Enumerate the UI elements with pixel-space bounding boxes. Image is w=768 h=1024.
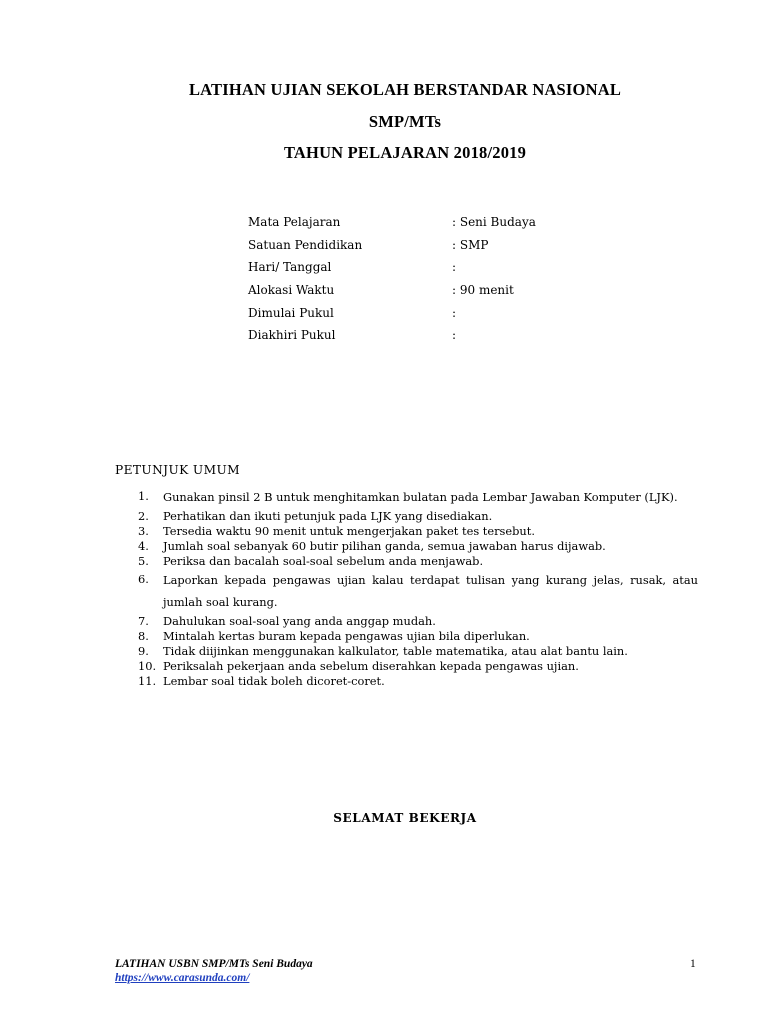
item-text: Tidak diijinkan menggunakan kalkulator, table matematika, atau alat bantu lain. <box>163 643 628 658</box>
item-text: Lembar soal tidak boleh dicoret-coret. <box>163 673 385 688</box>
item-number: 7. <box>138 613 149 628</box>
list-item <box>138 659 698 674</box>
item-number: 1. <box>138 489 149 503</box>
item-text: Tersedia waktu 90 menit untuk mengerjakan paket tes tersebut. <box>163 523 535 538</box>
info-label: Diakhiri Pukul <box>248 328 336 343</box>
list-item <box>138 569 698 614</box>
info-label: Dimulai Pukul <box>248 305 334 320</box>
list-item <box>138 539 698 554</box>
info-value: : SMP <box>452 237 489 252</box>
info-value: : <box>452 305 457 320</box>
page-number: 1 <box>690 958 696 970</box>
info-value: : 90 menit <box>452 283 514 298</box>
item-number: 10. <box>138 658 157 673</box>
info-value: : Seni Budaya <box>452 215 536 229</box>
info-label: Alokasi Waktu <box>248 283 335 298</box>
list-item <box>138 644 698 659</box>
item-text: Jumlah soal sebanyak 60 butir pilihan ganda, semua jawaban harus dijawab. <box>163 538 606 553</box>
info-value: : <box>452 328 457 343</box>
item-number: 5. <box>138 553 149 568</box>
title-line-2: SMP/MTs <box>368 112 442 131</box>
item-number: 8. <box>138 628 149 643</box>
list-item <box>138 524 698 539</box>
item-text: Mintalah kertas buram kepada pengawas ujian bila diperlukan. <box>163 628 530 643</box>
item-number: 2. <box>138 508 149 523</box>
title-line-1: LATIHAN UJIAN SEKOLAH BERSTANDAR NASIONAL <box>188 80 622 99</box>
item-number: 6. <box>138 571 149 586</box>
item-text: Dahulukan soal-soal yang anda anggap mudah. <box>163 613 436 628</box>
list-item <box>138 614 698 629</box>
item-number: 11. <box>138 673 157 688</box>
closing-text: SELAMAT BEKERJA <box>333 811 477 825</box>
info-value: : <box>452 260 457 275</box>
item-number: 9. <box>138 643 149 658</box>
item-text: Periksa dan bacalah soal-soal sebelum anda menjawab. <box>163 553 484 568</box>
item-text: Perhatikan dan ikuti petunjuk pada LJK yang disediakan. <box>163 508 493 523</box>
list-item <box>138 629 698 644</box>
info-label: Mata Pelajaran <box>248 215 341 229</box>
item-text: Laporkan kepada pengawas ujian kalau terdapat tulisan yang kurang jelas, rusak, atau jumlah soal kurang. <box>163 572 698 609</box>
footer-link[interactable]: https://www.carasunda.com/ <box>115 972 250 984</box>
item-text: Gunakan pinsil 2 B untuk menghitamkan bulatan pada Lembar Jawaban Komputer (LJK). <box>163 490 678 504</box>
list-item <box>138 509 698 524</box>
list-item <box>138 554 698 569</box>
info-label: Satuan Pendidikan <box>248 237 363 252</box>
title-line-3: TAHUN PELAJARAN 2018/2019 <box>283 143 527 162</box>
item-text: Periksalah pekerjaan anda sebelum diserahkan kepada pengawas ujian. <box>163 658 579 673</box>
instructions-list <box>138 486 698 689</box>
list-item <box>138 674 698 689</box>
list-item <box>138 486 698 509</box>
instructions-heading: PETUNJUK UMUM <box>115 463 240 477</box>
footer-label: LATIHAN USBN SMP/MTs Seni Budaya <box>115 958 313 970</box>
info-label: Hari/ Tanggal <box>248 260 332 275</box>
item-number: 3. <box>138 523 149 538</box>
item-number: 4. <box>138 538 149 553</box>
